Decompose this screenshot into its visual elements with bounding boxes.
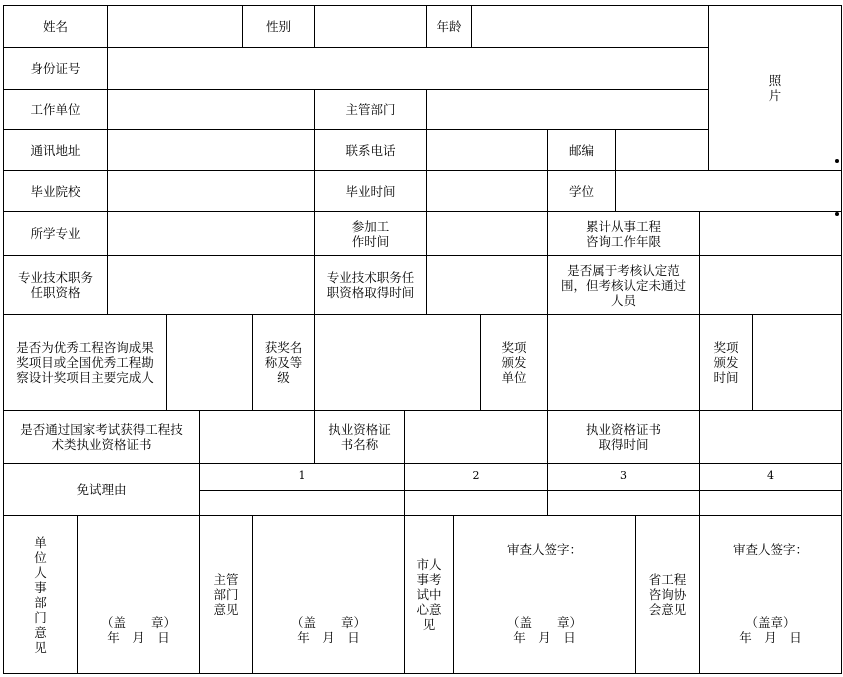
award-question-field[interactable] xyxy=(166,314,253,411)
age-field[interactable] xyxy=(471,5,709,48)
cert-time-label: 执业资格证书 取得时间 xyxy=(547,410,700,464)
exam-center-opinion-label: 市人 事考 试中 心意 见 xyxy=(404,515,454,674)
employer-label: 工作单位 xyxy=(3,89,108,130)
major-field[interactable] xyxy=(107,211,315,256)
exam-question-label: 是否通过国家考试获得工程技 术类执业资格证书 xyxy=(3,410,200,464)
id-number-label: 身份证号 xyxy=(3,47,108,90)
date-text: 年 月 日 xyxy=(513,630,576,645)
major-label: 所学专业 xyxy=(3,211,108,256)
cert-time-field[interactable] xyxy=(699,410,842,464)
degree-label: 学位 xyxy=(547,170,616,212)
cert-name-label: 执业资格证 书名称 xyxy=(314,410,405,464)
date-text: 年 月 日 xyxy=(107,630,170,645)
cert-name-field[interactable] xyxy=(404,410,548,464)
seal-text: （盖 章） xyxy=(290,615,366,630)
exam-center-opinion-field[interactable] xyxy=(453,515,636,674)
address-label: 通讯地址 xyxy=(3,129,108,171)
name-field[interactable] xyxy=(107,5,243,48)
id-number-field[interactable] xyxy=(107,47,709,90)
postcode-label: 邮编 xyxy=(547,129,616,171)
assessment-failed-label: 是否属于考核认定范 围，但考核认定未通过 人员 xyxy=(547,255,700,315)
photo-box[interactable]: 照 片 xyxy=(708,5,842,171)
grad-time-label: 毕业时间 xyxy=(314,170,427,212)
gender-field[interactable] xyxy=(314,5,427,48)
consulting-years-field[interactable] xyxy=(699,211,842,256)
tech-title-time-label: 专业技术职务任 职资格取得时间 xyxy=(314,255,427,315)
supervisor-dept-field[interactable] xyxy=(426,89,709,130)
phone-field[interactable] xyxy=(426,129,548,171)
supervisor-opinion-label: 主管 部门 意见 xyxy=(199,515,253,674)
tech-title-field[interactable] xyxy=(107,255,315,315)
unit-hr-opinion-label: 单 位 人 事 部 门 意 见 xyxy=(3,515,78,674)
tech-title-time-field[interactable] xyxy=(426,255,548,315)
degree-field[interactable] xyxy=(615,170,842,212)
seal-text: （盖章） xyxy=(745,615,796,630)
supervisor-opinion-field[interactable] xyxy=(252,515,405,674)
school-field[interactable] xyxy=(107,170,315,212)
unit-hr-opinion-field[interactable] xyxy=(77,515,200,674)
table-marker-dot xyxy=(835,212,839,216)
exemption-col-1-header: 1 xyxy=(199,463,405,491)
award-question-label: 是否为优秀工程咨询成果 奖项目或全国优秀工程勘 察设计奖项目主要完成人 xyxy=(3,314,167,411)
date-text: 年 月 日 xyxy=(739,630,802,645)
seal-date-block xyxy=(739,615,802,645)
work-start-label: 参加工 作时间 xyxy=(314,211,427,256)
address-field[interactable] xyxy=(107,129,315,171)
award-unit-label: 奖项 颁发 单位 xyxy=(480,314,548,411)
consulting-years-label: 累计从事工程 咨询工作年限 xyxy=(547,211,700,256)
supervisor-dept-label: 主管部门 xyxy=(314,89,427,130)
exemption-col-3-field[interactable] xyxy=(547,490,700,516)
association-opinion-label: 省工程 咨询协 会意见 xyxy=(635,515,700,674)
employer-field[interactable] xyxy=(107,89,315,130)
seal-text: （盖 章） xyxy=(506,615,582,630)
tech-title-label: 专业技术职务 任职资格 xyxy=(3,255,108,315)
assessment-failed-field[interactable] xyxy=(699,255,842,315)
exemption-col-2-header: 2 xyxy=(404,463,548,491)
exemption-col-1-field[interactable] xyxy=(199,490,405,516)
name-label: 姓名 xyxy=(3,5,108,48)
association-opinion-field[interactable] xyxy=(699,515,842,674)
age-label: 年龄 xyxy=(426,5,472,48)
award-unit-field[interactable] xyxy=(547,314,700,411)
exemption-col-4-field[interactable] xyxy=(699,490,842,516)
exemption-col-3-header: 3 xyxy=(547,463,700,491)
work-start-field[interactable] xyxy=(426,211,548,256)
date-text: 年 月 日 xyxy=(297,630,360,645)
postcode-field[interactable] xyxy=(615,129,709,171)
exemption-col-2-field[interactable] xyxy=(404,490,548,516)
award-name-field[interactable] xyxy=(314,314,481,411)
exemption-reason-label: 免试理由 xyxy=(3,463,200,516)
exemption-col-4-header: 4 xyxy=(699,463,842,491)
seal-text: （盖 章） xyxy=(100,615,176,630)
reviewer-signature-label: 审查人签字： xyxy=(506,542,582,557)
exam-question-field[interactable] xyxy=(199,410,315,464)
gender-label: 性别 xyxy=(242,5,315,48)
award-time-field[interactable] xyxy=(752,314,842,411)
school-label: 毕业院校 xyxy=(3,170,108,212)
grad-time-field[interactable] xyxy=(426,170,548,212)
award-time-label: 奖项 颁发 时间 xyxy=(699,314,753,411)
table-marker-dot xyxy=(835,159,839,163)
award-name-label: 获奖名 称及等 级 xyxy=(252,314,315,411)
reviewer-signature-label: 审查人签字： xyxy=(732,542,808,557)
phone-label: 联系电话 xyxy=(314,129,427,171)
seal-date-block xyxy=(507,615,582,645)
